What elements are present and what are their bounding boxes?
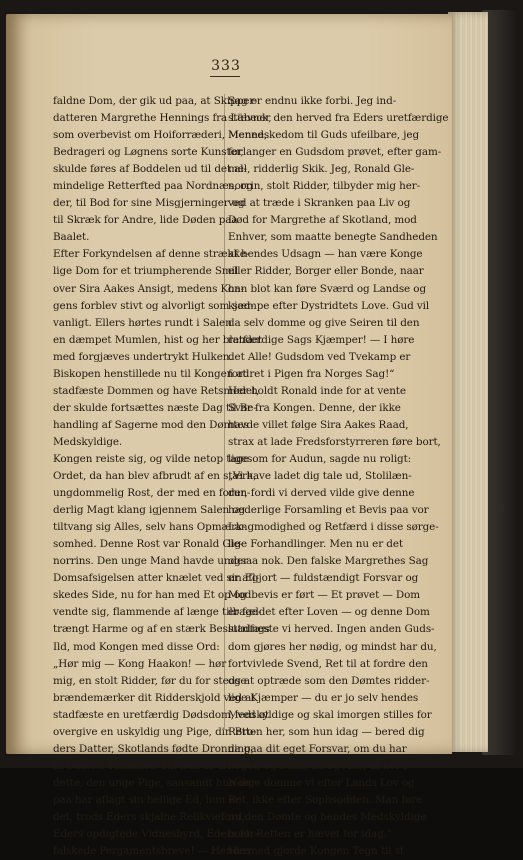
text-line: fortvivlede Svend, Ret til at fordre den [228, 657, 428, 670]
text-line: faldne Dom, der gik ud paa, at Skipper- [53, 95, 258, 107]
text-line: kjæmpe efter Dystridtets Love. Gud vil [228, 299, 430, 312]
text-line: Baalet. [53, 231, 90, 244]
text-line: brændemærker dit Ridderskjold ved at [53, 691, 256, 704]
text-line: stævner den herved fra Eders uretfærdige [228, 112, 449, 125]
text-line: stadfæste vi herved. Ingen anden Guds- [228, 623, 435, 636]
text-line: en dæmpet Mumlen, hist og her blandet [53, 333, 262, 346]
text-line: datteren Margrethe Hennings fra Lübeck, [53, 112, 272, 125]
text-line: Retten her, som hun idag — bered dig [228, 725, 425, 738]
text-line: da selv domme og give Seiren til den [228, 316, 420, 329]
text-line: han blot kan føre Sværd og Landse og [228, 282, 427, 295]
text-line: havde villet følge Sira Aakes Raad, [228, 418, 409, 431]
text-line: fordret i Pigen fra Norges Sag!“ [228, 367, 395, 380]
text-line: Modbevis er ført — Et prøvet — Dom [228, 589, 421, 602]
text-line: det, trods Eders skjalne Relikvieford, [53, 810, 246, 823]
text-line: norrins. Den unge Mand havde under [53, 555, 248, 568]
text-line: somhed. Denne Rost var Ronald Gle- [53, 538, 244, 551]
text-line: ogsaa nok. Den falske Margrethes Sag [228, 555, 429, 568]
page-number: 333 [211, 58, 241, 74]
text-line: ligesom for Audun, sagde nu roligt: [228, 452, 412, 465]
text-line: der, til Bod for sine Misgjerninger og [53, 197, 245, 210]
text-line: „Hør mig — Kong Haakon! — hør [53, 657, 227, 670]
text-line: lige Kjæmper — du er jo selv hendes [228, 691, 419, 704]
text-line: noget, og husk, du og Alle, at her i [228, 759, 407, 772]
text-line: Ordet, da han blev afbrudt af en stærk, [53, 470, 257, 483]
text-line: trængt Harme og af en stærk Beslutnings [53, 623, 270, 636]
text-line: „Vi have ladet dig tale ud, Stolilæn- [228, 470, 412, 483]
text-line: handling af Sagerne mod den Dømtes [53, 418, 249, 431]
text-line: Norge domme vi efter Lands Lov og [228, 776, 415, 789]
text-line: bort. Retten er hævet for idag.“ [228, 828, 393, 841]
text-line: til Skræk for Andre, lide Døden paa [53, 214, 238, 227]
text-line: Langmodighed og Retfærd i disse sørge- [228, 521, 439, 534]
text-line: er fældet efter Loven — og denne Dom [228, 606, 430, 619]
text-line: paa har aflagt sin hellige Ed, hun er [53, 793, 240, 806]
text-line: overgive en uskyldig ung Pige, din Bro- [53, 725, 257, 738]
text-line: tiltvang sig Alles, selv hans Opmærk- [53, 521, 246, 534]
text-line: Sag er endnu ikke forbi. Jeg ind- [228, 95, 397, 107]
header-rule [210, 76, 240, 77]
text-line: Kongen reiste sig, og vilde netop tage [53, 452, 249, 465]
text-line: derlig Magt klang igjennem Salen og [53, 504, 246, 517]
text-line: lige Forhandlinger. Men nu er det [228, 538, 403, 551]
text-line: Svar fra Kongen. Denne, der ikke [228, 401, 401, 414]
text-line: forlanger en Gudsdom prøvet, efter gam- [228, 146, 442, 159]
text-line: eller Ridder, Borger eller Bonde, naar [228, 265, 424, 278]
text-line: skedes Side, nu for han med Et op og [53, 589, 247, 602]
text-line: stadfæste en uretfærdig Dødsdom, ved at [53, 708, 269, 721]
text-line: Medskyldige og skal imorgen stilles for [228, 708, 432, 721]
text-line: mel, ridderlig Skik. Jeg, Ronald Gle- [228, 163, 415, 176]
text-line: af hendes Udsagn — han være Konge [228, 248, 423, 261]
text-line: Biskopen henstillede nu til Kongen at [53, 367, 247, 380]
text-line: mig, en stolt Ridder, før du for stedse [53, 674, 247, 687]
text-line: ved at træde i Skranken paa Liv og [228, 197, 411, 210]
text-line: Menneskedom til Guds ufeilbare, jeg [228, 129, 419, 142]
text-line: Ret, ikke efter Sophsodden. Man føre [228, 793, 423, 806]
text-line: Ild, mod Kongen med disse Ord: [53, 640, 220, 653]
text-line: Eders opdigtede Vidnesbyrd, Eders for- [53, 828, 258, 841]
text-line: hæderlige Forsamling et Bevis paa vor [228, 504, 429, 517]
text-line: lige Dom for et triumpherende Smil [53, 265, 239, 278]
text-line: Domsafsigelsen atter knælet ved sin El- [53, 572, 259, 585]
text-line: vendte sig, flammende af længe tilbage- [53, 606, 262, 619]
text-line: Hermed gjorde Kongen Tegn til st [228, 845, 404, 858]
text-line: falskede Pergamentsbreve! — Hendes [53, 845, 251, 858]
text-line: strax at lade Fredsforstyrreren føre bort, [228, 435, 441, 448]
text-line: stadfæste Dommen og have Retsmødet, [53, 384, 260, 397]
right-column [228, 93, 449, 860]
text-line: der skulde fortsættes næste Dag til Be- [53, 401, 257, 414]
text-line: norrin, stolt Ridder, tilbyder mig her- [228, 180, 421, 193]
text-line: vanligt. Ellers hørtes rundt i Salen [53, 316, 232, 329]
text-line: mindelige Retterfted paa Nordnæs, og [53, 180, 253, 193]
text-line: Bedrageri og Løgnens sorte Kunster, [53, 146, 244, 159]
text-line: skulde føres af Boddelen ud til det al- [53, 163, 247, 176]
text-line: med forgjæves undertrykt Hulken. [53, 350, 233, 363]
text-line: gens forblev stivt og alvorligt som sed- [53, 299, 254, 312]
text-line: Medskyldige. [53, 435, 123, 448]
text-line: til Baalets Flammer. Thi hun er alt [53, 759, 231, 772]
text-line: Enhver, som maatte benegte Sandheden [228, 231, 438, 244]
text-line: Død for Margrethe af Skotland, mod [228, 214, 417, 227]
text-line: det Alle! Gudsdom ved Tvekamp er [228, 350, 411, 363]
text-line: retfærdige Sags Kjæmper! — I høre [228, 333, 415, 346]
text-line: nu den Dømte og hendes Medskyldige [228, 810, 427, 823]
text-line: Her holdt Ronald inde for at vente [228, 384, 406, 397]
text-line: som overbevist om Hoiforræderi, Mened, [53, 129, 268, 142]
text-line: dom gjøres her nødig, og mindst har du, [228, 640, 437, 653]
page-edges [448, 12, 488, 752]
left-column [53, 93, 272, 860]
book-page [6, 14, 452, 858]
text-line: dette, den unge Pige, saasandt hun der- [53, 776, 260, 789]
text-line: da paa dit eget Forsvar, om du har [228, 742, 407, 755]
text-line: Efter Forkyndelsen af denne strække- [53, 248, 250, 261]
text-line: over Sira Aakes Ansigt, medens Kon- [53, 282, 245, 295]
text-line: og at optræde som den Dømtes ridder- [228, 674, 430, 687]
text-line: der, fordi vi derved vilde give denne [228, 487, 415, 500]
text-line: ungdommelig Rost, der med en forun- [53, 487, 251, 500]
text-line: er afgjort — fuldstændigt Forsvar og [228, 572, 419, 585]
text-line: ders Datter, Skotlands fødte Dronning, [53, 742, 254, 755]
